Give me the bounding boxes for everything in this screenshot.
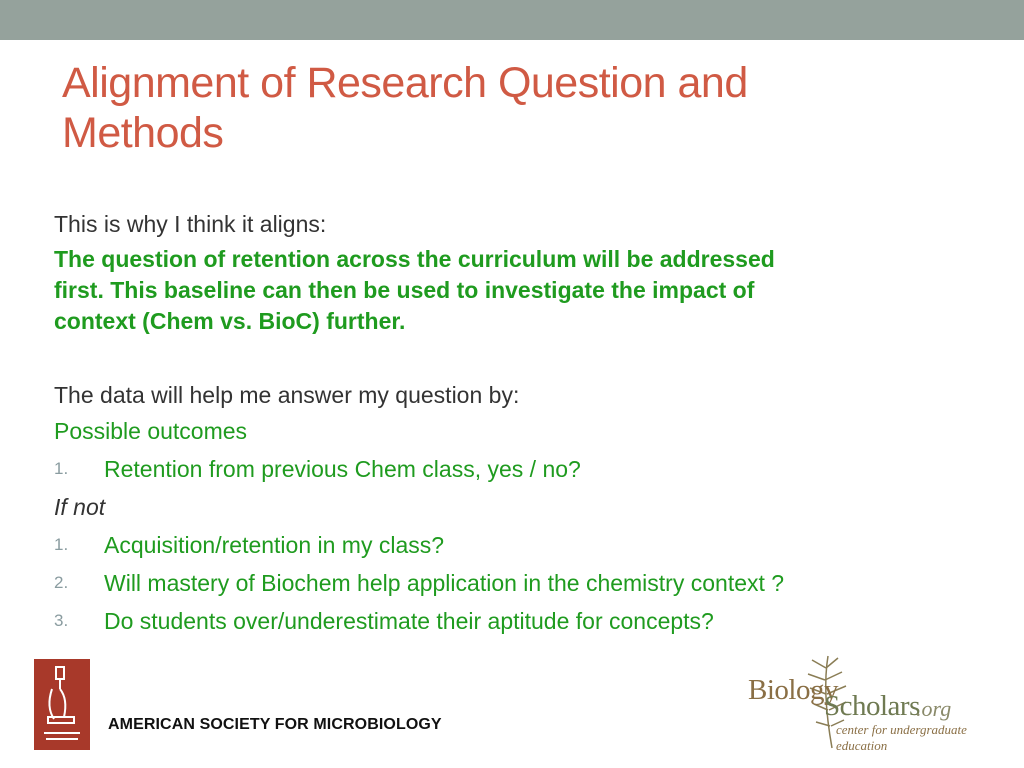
list-item-text: Do students over/underestimate their aptitude for concepts?	[104, 608, 714, 634]
microscope-icon	[34, 659, 90, 750]
second-outcome-list	[54, 526, 964, 640]
rationale-text	[54, 244, 964, 337]
bs-biology-text: Biology	[748, 674, 838, 706]
rationale-line-2: first. This baseline can then be used to investigate the impact of	[54, 277, 755, 303]
slide-title	[62, 58, 962, 158]
intro-text: This is why I think it aligns:	[54, 211, 327, 237]
asm-logo	[34, 659, 90, 750]
data-lead-text: The data will help me answer my question by:	[54, 382, 520, 408]
slide-title-line-2: Methods	[62, 109, 224, 157]
list-item	[54, 564, 964, 602]
spacer	[54, 337, 964, 377]
list-item	[54, 602, 964, 640]
bs-tagline: center for undergraduate education	[836, 722, 967, 753]
rationale-line-3: context (Chem vs. BioC) further.	[54, 308, 406, 334]
bs-org-text: .org	[916, 696, 952, 721]
top-bar	[0, 0, 1024, 40]
biologyscholars-logo	[740, 652, 1000, 752]
outcomes-heading: Possible outcomes	[54, 418, 248, 444]
list-item-text: Will mastery of Biochem help application in the chemistry context ?	[104, 570, 785, 596]
rationale-line-1: The question of retention across the curriculum will be addressed	[54, 246, 775, 272]
slide-body	[54, 206, 964, 640]
list-number: 3.	[54, 611, 69, 630]
list-number: 1.	[54, 535, 69, 554]
list-item	[54, 450, 964, 488]
list-item	[54, 526, 964, 564]
asm-name: AMERICAN SOCIETY FOR MICROBIOLOGY	[108, 716, 442, 733]
list-number: 1.	[54, 459, 69, 478]
first-outcome-list	[54, 450, 964, 488]
if-not-text: If not	[54, 494, 106, 520]
slide-title-line-1: Alignment of Research Question and	[62, 59, 748, 107]
list-number: 2.	[54, 573, 69, 592]
bs-scholars-text: Scholars	[824, 690, 920, 722]
list-item-text: Retention from previous Chem class, yes / no?	[104, 456, 581, 482]
list-item-text: Acquisition/retention in my class?	[104, 532, 445, 558]
